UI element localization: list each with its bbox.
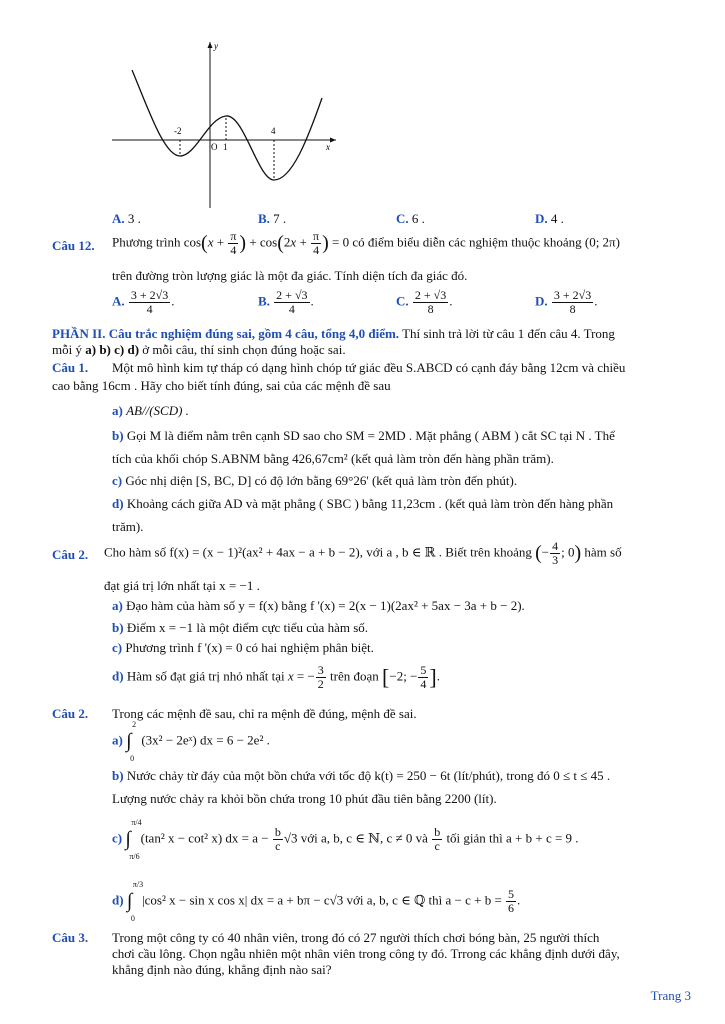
c1-statement-a[interactable]: a) AB//(SCD) . xyxy=(112,403,189,418)
part2-intro-2: mỗi ý a) b) c) d) ở mỗi câu, thí sinh chọn đúng hoặc sai. xyxy=(52,342,346,357)
c2-statement-a[interactable]: a) Đạo hàm của hàm số y = f(x) bằng f '(x) = 2(x − 1)(2ax² + 5ax − 3a + b − 2). xyxy=(112,598,525,613)
c1-line1: Một mô hình kim tự tháp có dạng hình chóp tứ giác đều S.ABCD có cạnh đáy bằng 12cm và chiều xyxy=(112,360,626,375)
c2-label: Câu 2. xyxy=(52,547,89,562)
c2b-statement-b-cont: Lượng nước chảy ra khỏi bồn chứa trong 10 phút đầu tiên bằng 2200 (lít). xyxy=(112,791,497,806)
c2b-statement-b[interactable]: b) Nước chảy từ đáy của một bồn chứa với tốc độ k(t) = 250 − 6t (lít/phút), trong đó 0 ≤ t ≤ 45 . xyxy=(112,768,611,783)
c1-statement-d-cont: trăm). xyxy=(112,519,144,534)
tick-neg2: -2 xyxy=(174,126,182,136)
tick-origin: O xyxy=(211,142,218,152)
x-axis-label: x xyxy=(326,142,330,152)
c2b-statement-a[interactable]: a) ∫ 2 0 (3x² − 2eˣ) dx = 6 − 2e² . xyxy=(112,720,270,763)
c2b-label: Câu 2. xyxy=(52,706,89,721)
c1-line2: cao bằng 16cm . Hãy cho biết tính đúng, sai của các mệnh đề sau xyxy=(52,378,391,393)
c1-statement-d[interactable]: d) Khoảng cách giữa AD và mặt phẳng ( SBC ) bằng 11,23cm . (kết quả làm tròn đến hàng phần xyxy=(112,496,614,511)
c1-statement-b-cont: tích của khối chóp S.ABNM bằng 426,67cm² (kết quả làm tròn đến hàng phần trăm). xyxy=(112,451,554,466)
tick-one: 1 xyxy=(223,142,228,152)
y-axis-label: y xyxy=(214,41,218,51)
page-number: Trang 3 xyxy=(650,988,691,1003)
c3-line1: Trong một công ty có 40 nhân viên, trong đó có 27 người thích chơi bóng bàn, 25 người thích xyxy=(112,930,600,945)
c2-line2: đạt giá trị lớn nhất tại x = −1 . xyxy=(104,578,260,593)
c2b-line1: Trong các mệnh đề sau, chỉ ra mệnh đề đúng, mệnh đề sai. xyxy=(112,706,417,721)
c1-statement-c[interactable]: c) Góc nhị diện [S, BC, D] có độ lớn bằng 69°26' (kết quả làm tròn đến phút). xyxy=(112,473,518,488)
c2-statement-b[interactable]: b) Điểm x = −1 là một điểm cực tiểu của hàm số. xyxy=(112,620,369,635)
c3-label: Câu 3. xyxy=(52,930,89,945)
c2-statement-d[interactable]: d) Hàm số đạt giá trị nhỏ nhất tại x = − $\frac{3}{2}$ trên đoạn [−2; − $\frac{5}{4}$ ]. xyxy=(112,663,440,691)
q12-stem: Phương trình cos(x + $\frac{\pi}{4}$ ) + cos(2x + $\frac{\pi}{4}$ ) = 0 có điểm biểu diễn các nghiệm thuộc khoảng (0; 2π) xyxy=(112,229,620,257)
c3-line3: khẳng định nào đúng, khẳng định nào sai? xyxy=(112,962,332,977)
q12-option-d[interactable]: D. $\frac{3 + 2√3}{8}$ . xyxy=(535,288,598,316)
function-graph xyxy=(108,38,340,210)
q12-line2: trên đường tròn lượng giác là một đa giác. Tính diện tích đa giác đó. xyxy=(112,268,468,283)
q11-option-a[interactable]: A. 3 . xyxy=(112,211,141,226)
c2b-statement-d[interactable]: d) ∫ π/3 0 |cos² x − sin x cos x| dx = a + bπ − c√3 với a, b, c ∈ ℚ thì a − c + b = $\frac{5}{6}$ . xyxy=(112,880,521,923)
tick-four: 4 xyxy=(271,126,276,136)
c2b-statement-c[interactable]: c) ∫ π/4 π/6 (tan² x − cot² x) dx = a − $\frac{b}{c}$ √3 với a, b, c ∈ ℕ, c ≠ 0 và $\frac{b}{c}$ tối giản thì a + b + c = 9 . xyxy=(112,818,579,861)
q11-option-c[interactable]: C. 6 . xyxy=(396,211,425,226)
c2-line1: Cho hàm số f(x) = (x − 1)²(ax² + 4ax − a + b − 2), với a , b ∈ ℝ . Biết trên khoảng (− $\frac{4}{3}$ ; 0) hàm số xyxy=(104,539,622,567)
q12-label: Câu 12. xyxy=(52,238,95,253)
part2-header: PHẦN II. Câu trắc nghiệm đúng sai, gồm 4 câu, tổng 4,0 điểm. Thí sinh trả lời từ câu 1 đến câu 4. Trong xyxy=(52,326,615,341)
q12-option-b[interactable]: B. $\frac{2 + √3}{4}$ . xyxy=(258,288,314,316)
c2-statement-c[interactable]: c) Phương trình f '(x) = 0 có hai nghiệm phân biệt. xyxy=(112,640,374,655)
c3-line2: chơi cầu lông. Chọn ngẫu nhiên một nhân viên trong công ty đó. Trrong các khẳng định dưới đây, xyxy=(112,946,620,961)
c1-statement-b[interactable]: b) Gọi M là điểm nằm trên cạnh SD sao cho SM = 2MD . Mặt phẳng ( ABM ) cắt SC tại N . Thể xyxy=(112,428,615,443)
q12-option-a[interactable]: A. $\frac{3 + 2√3}{4}$ . xyxy=(112,288,175,316)
q11-option-b[interactable]: B. 7 . xyxy=(258,211,287,226)
c1-label: Câu 1. xyxy=(52,360,89,375)
q11-option-d[interactable]: D. 4 . xyxy=(535,211,564,226)
q12-option-c[interactable]: C. $\frac{2 + √3}{8}$ . xyxy=(396,288,453,316)
